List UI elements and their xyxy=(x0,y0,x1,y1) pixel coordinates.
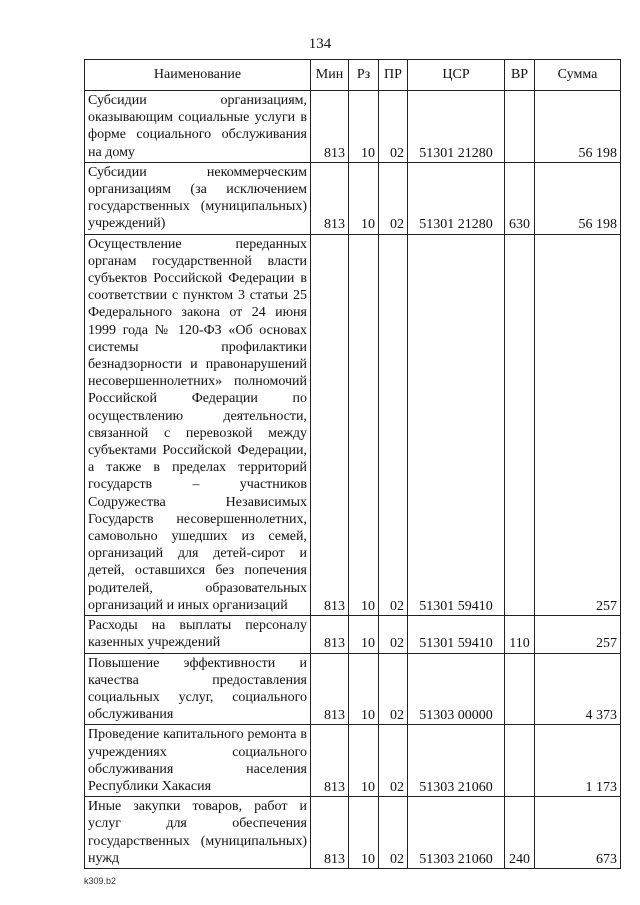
row-min: 813 xyxy=(311,797,349,869)
row-name: Иные закупки товаров, работ и услуг для обеспечения государственных (муниципальных) нужд xyxy=(85,797,311,869)
row-vr xyxy=(505,725,535,797)
row-rz: 10 xyxy=(349,653,379,725)
page-number: 134 xyxy=(308,36,332,52)
row-name: Повышение эффективности и качества предоставления социальных услуг, социального обслуживания xyxy=(85,653,311,725)
row-csr: 51301 59410 xyxy=(408,616,505,653)
header-sum: Сумма xyxy=(535,60,621,91)
row-min: 813 xyxy=(311,234,349,615)
table-row xyxy=(85,616,621,653)
row-csr: 51303 00000 xyxy=(408,653,505,725)
row-vr: 240 xyxy=(505,797,535,869)
row-vr: 630 xyxy=(505,162,535,234)
row-rz: 10 xyxy=(349,162,379,234)
row-vr xyxy=(505,91,535,163)
row-name: Субсидии организациям, оказывающим социальные услуги в форме социального обслуживания на дому xyxy=(85,91,311,163)
row-name: Расходы на выплаты персоналу казенных учреждений xyxy=(85,616,311,653)
row-rz: 10 xyxy=(349,234,379,615)
row-min: 813 xyxy=(311,162,349,234)
row-vr xyxy=(505,653,535,725)
row-csr: 51301 21280 xyxy=(408,162,505,234)
row-sum: 257 xyxy=(535,616,621,653)
table-row xyxy=(85,234,621,615)
header-rz: Рз xyxy=(349,60,379,91)
row-vr xyxy=(505,234,535,615)
table-header-row xyxy=(85,60,621,91)
row-sum: 56 198 xyxy=(535,162,621,234)
header-pr: ПР xyxy=(379,60,408,91)
header-csr: ЦСР xyxy=(408,60,505,91)
row-min: 813 xyxy=(311,725,349,797)
table-row xyxy=(85,91,621,163)
row-min: 813 xyxy=(311,91,349,163)
row-pr: 02 xyxy=(379,162,408,234)
row-sum: 4 373 xyxy=(535,653,621,725)
row-pr: 02 xyxy=(379,653,408,725)
row-rz: 10 xyxy=(349,797,379,869)
row-min: 813 xyxy=(311,653,349,725)
row-csr: 51303 21060 xyxy=(408,725,505,797)
row-csr: 51303 21060 xyxy=(408,797,505,869)
row-vr: 110 xyxy=(505,616,535,653)
row-rz: 10 xyxy=(349,725,379,797)
row-rz: 10 xyxy=(349,616,379,653)
header-min: Мин xyxy=(311,60,349,91)
row-rz: 10 xyxy=(349,91,379,163)
row-name: Осуществление переданных органам государственной власти субъектов Российской Федерации в соответствии с пунктом 3 статьи 25 Федерального закона от 24 июня 1999 года № 120-ФЗ «Об основах системы профилактики безнадзорности и правонарушений несовершеннолетних» полномочий Российской Федерации по осуществлению деятельности, связанной с перевозкой между субъектами Российской Федерации, а также в пределах территорий государств – участников Содружества Независимых Государств несовершеннолетних, самовольно ушедших из семей, организаций для детей-сирот и детей, оставшихся без попечения родителей, образовательных организаций и иных организаций xyxy=(85,234,311,615)
header-vr: ВР xyxy=(505,60,535,91)
row-sum: 1 173 xyxy=(535,725,621,797)
row-pr: 02 xyxy=(379,91,408,163)
table-row xyxy=(85,162,621,234)
budget-table xyxy=(84,59,621,869)
row-csr: 51301 59410 xyxy=(408,234,505,615)
header-name: Наименование xyxy=(85,60,311,91)
row-pr: 02 xyxy=(379,797,408,869)
table-row xyxy=(85,797,621,869)
table-row xyxy=(85,653,621,725)
row-csr: 51301 21280 xyxy=(408,91,505,163)
row-pr: 02 xyxy=(379,616,408,653)
row-min: 813 xyxy=(311,616,349,653)
row-pr: 02 xyxy=(379,234,408,615)
row-sum: 257 xyxy=(535,234,621,615)
footer-document-code: k309.b2 xyxy=(84,876,117,886)
table-row xyxy=(85,725,621,797)
row-name: Проведение капитального ремонта в учреждениях социального обслуживания населения Республики Хакасия xyxy=(85,725,311,797)
row-sum: 673 xyxy=(535,797,621,869)
row-sum: 56 198 xyxy=(535,91,621,163)
row-name: Субсидии некоммерческим организациям (за исключением государственных (муниципальных) учреждений) xyxy=(85,162,311,234)
row-pr: 02 xyxy=(379,725,408,797)
